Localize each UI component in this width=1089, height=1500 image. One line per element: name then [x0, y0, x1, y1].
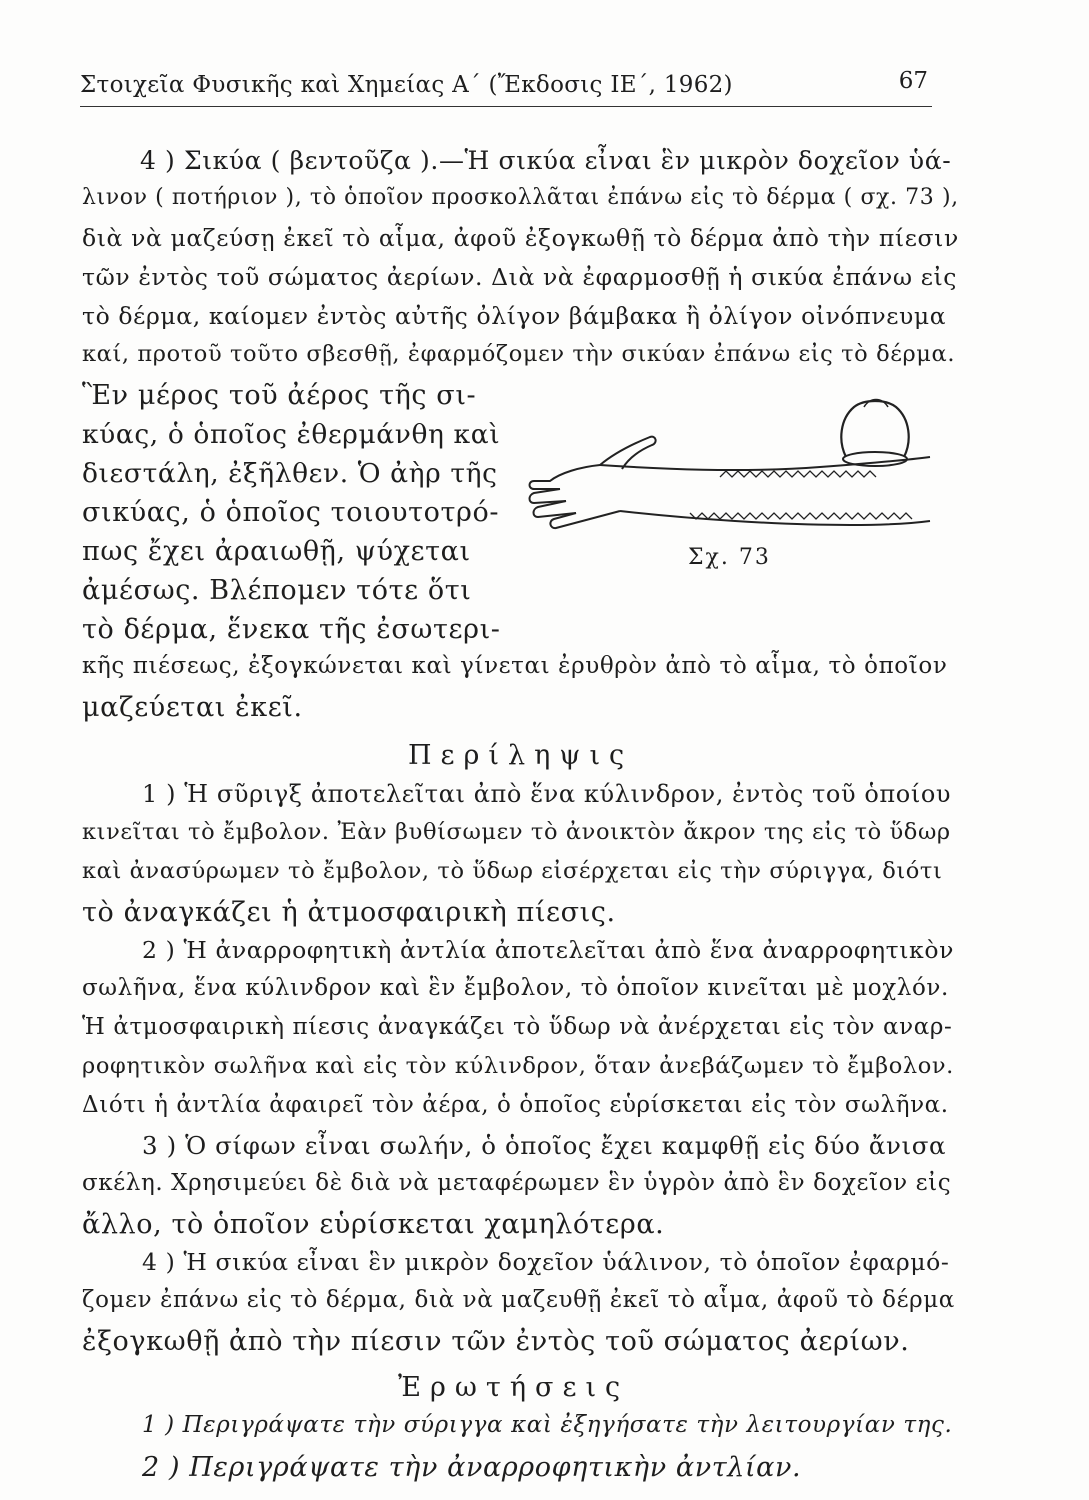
intro-line: 4 ) Σικύα ( βεντοῦζα ).—Ἡ σικύα εἶναι ἓν μικρὸν δοχεῖον ὑά- [140, 146, 952, 175]
summary-line: Διότι ἡ ἀντλία ἀφαιρεῖ τὸν ἀέρα, ὁ ὁποῖος εὑρίσκεται εἰς τὸν σωλῆνα. [82, 1092, 949, 1118]
intro-wrap-line: διεστάλη, ἐξῆλθεν. Ὁ ἀὴρ τῆς [82, 458, 498, 489]
question-item: 2 ) Περιγράψατε τὴν ἀναρροφητικὴν ἀντλίαν. [142, 1452, 802, 1483]
hand-finger [550, 511, 620, 528]
intro-line: μαζεύεται ἐκεῖ. [82, 692, 303, 723]
intro-line: διὰ νὰ μαζεύσῃ ἐκεῖ τὸ αἷμα, ἀφοῦ ἐξογκωθῇ τὸ δέρμα ἀπὸ τὴν πίεσιν [82, 224, 959, 252]
intro-wrap-line: Ἓν μέρος τοῦ ἀέρος τῆς σι- [82, 380, 477, 411]
questions-title: Ἐρωτήσεις [398, 1372, 630, 1403]
intro-wrap-line: κύας, ὁ ὁποῖος ἐθερμάνθη καὶ [82, 419, 501, 450]
intro-wrap-line: τὸ δέρμα, ἕνεκα τῆς ἐσωτερι- [82, 614, 501, 645]
cup-body [841, 401, 908, 457]
intro-wrap-line: πως ἔχει ἀραιωθῇ, ψύχεται [82, 536, 471, 567]
summary-line: ἐξογκωθῇ ἀπὸ τὴν πίεσιν τῶν ἐντὸς τοῦ σώματος ἀερίων. [82, 1326, 910, 1357]
intro-line: τὸ δέρμα, καίομεν ἐντὸς αὐτῆς ὀλίγον βάμβακα ἢ ὀλίγον οἰνόπνευμα [82, 302, 947, 330]
summary-line: Ἡ ἀτμοσφαιρικὴ πίεσις ἀναγκάζει τὸ ὕδωρ νὰ ἀνέρχεται εἰς τὸν αναρ- [82, 1014, 953, 1040]
summary-line: καὶ ἀνασύρωμεν τὸ ἔμβολον, τὸ ὕδωρ εἰσέρχεται εἰς τὴν σύριγγα, διότι [82, 858, 943, 884]
intro-wrap-line: ἀμέσως. Βλέπομεν τότε ὅτι [82, 575, 472, 606]
intro-wrap-line: σικύας, ὁ ὁποῖος τοιουτοτρό- [82, 497, 500, 528]
intro-line: τῶν ἐντὸς τοῦ σώματος ἀερίων. Διὰ νὰ ἐφαρμοσθῇ ἡ σικύα ἐπάνω εἰς [82, 263, 958, 291]
arm-upper-contour [600, 457, 930, 470]
question-item: 1 ) Περιγράψατε τὴν σύριγγα καὶ ἐξηγήσατε τὴν λειτουργίαν της. [142, 1412, 953, 1438]
summary-line: ροφητικὸν σωλῆνα καὶ εἰς τὸν κύλινδρον, ὅταν ἀνεβάζωμεν τὸ ἔμβολον. [82, 1053, 954, 1079]
intro-line: κῆς πιέσεως, ἐξογκώνεται καὶ γίνεται ἐρυθρὸν ἀπὸ τὸ αἷμα, τὸ ὁποῖον [82, 653, 948, 679]
cup-rim [843, 452, 907, 466]
summary-line: ζομεν ἐπάνω εἰς τὸ δέρμα, διὰ νὰ μαζευθῇ ἐκεῖ τὸ αἷμα, ἀφοῦ τὸ δέρμα [82, 1287, 955, 1313]
summary-title: Περίληψις [408, 740, 634, 771]
figure-caption: Σχ. 73 [688, 545, 771, 570]
intro-line: καί, προτοῦ τοῦτο σβεσθῇ, ἐφαρμόζομεν τὴν σικύαν ἐπάνω εἰς τὸ δέρμα. [82, 341, 956, 367]
hand-finger [530, 489, 567, 503]
summary-line: κινεῖται τὸ ἔμβολον. Ἐὰν βυθίσωμεν τὸ ἀνοικτὸν ἄκρον της εἰς τὸ ὕδωρ [82, 819, 951, 845]
header-title: Στοιχεῖα Φυσικῆς καὶ Χημείας Α΄ (Ἔκδοσις ΙΕ΄, 1962) [80, 72, 733, 98]
summary-line: 2 ) Ἡ ἀναρροφητικὴ ἀντλία ἀποτελεῖται ἀπὸ ἕνα ἀναρροφητικὸν [142, 936, 954, 964]
arm-shading [720, 471, 876, 477]
summary-line: σωλῆνα, ἕνα κύλινδρον καὶ ἓν ἔμβολον, τὸ ὁποῖον κινεῖται μὲ μοχλόν. [82, 975, 949, 1001]
running-header [80, 66, 932, 107]
page-number: 67 [898, 68, 928, 94]
intro-line: λινον ( ποτήριον ), τὸ ὁποῖον προσκολλᾶται ἐπάνω εἰς τὸ δέρμα ( σχ. 73 ), [82, 185, 959, 210]
summary-line: 3 ) Ὁ σίφων εἶναι σωλήν, ὁ ὁποῖος ἔχει καμφθῇ εἰς δύο ἄνισα [142, 1131, 947, 1160]
summary-line: 1 ) Ἡ σῦριγξ ἀποτελεῖται ἀπὸ ἕνα κύλινδρον, ἐντὸς τοῦ ὁποίου [142, 780, 952, 808]
summary-line: ἄλλο, τὸ ὁποῖον εὑρίσκεται χαμηλότερα. [82, 1209, 665, 1240]
arm-shading [690, 513, 912, 519]
summary-line: 4 ) Ἡ σικύα εἶναι ἓν μικρὸν δοχεῖον ὑάλινον, τὸ ὁποῖον ἐφαρμό- [142, 1248, 950, 1276]
summary-line: σκέλη. Χρησιμεύει δὲ διὰ νὰ μεταφέρωμεν ἓν ὑγρὸν ἀπὸ ἓν δοχεῖον εἰς [82, 1170, 952, 1196]
hand-finger [530, 465, 601, 489]
summary-line: τὸ ἀναγκάζει ἡ ἀτμοσφαιρικὴ πίεσις. [82, 897, 616, 928]
hand-thumb [600, 437, 656, 469]
